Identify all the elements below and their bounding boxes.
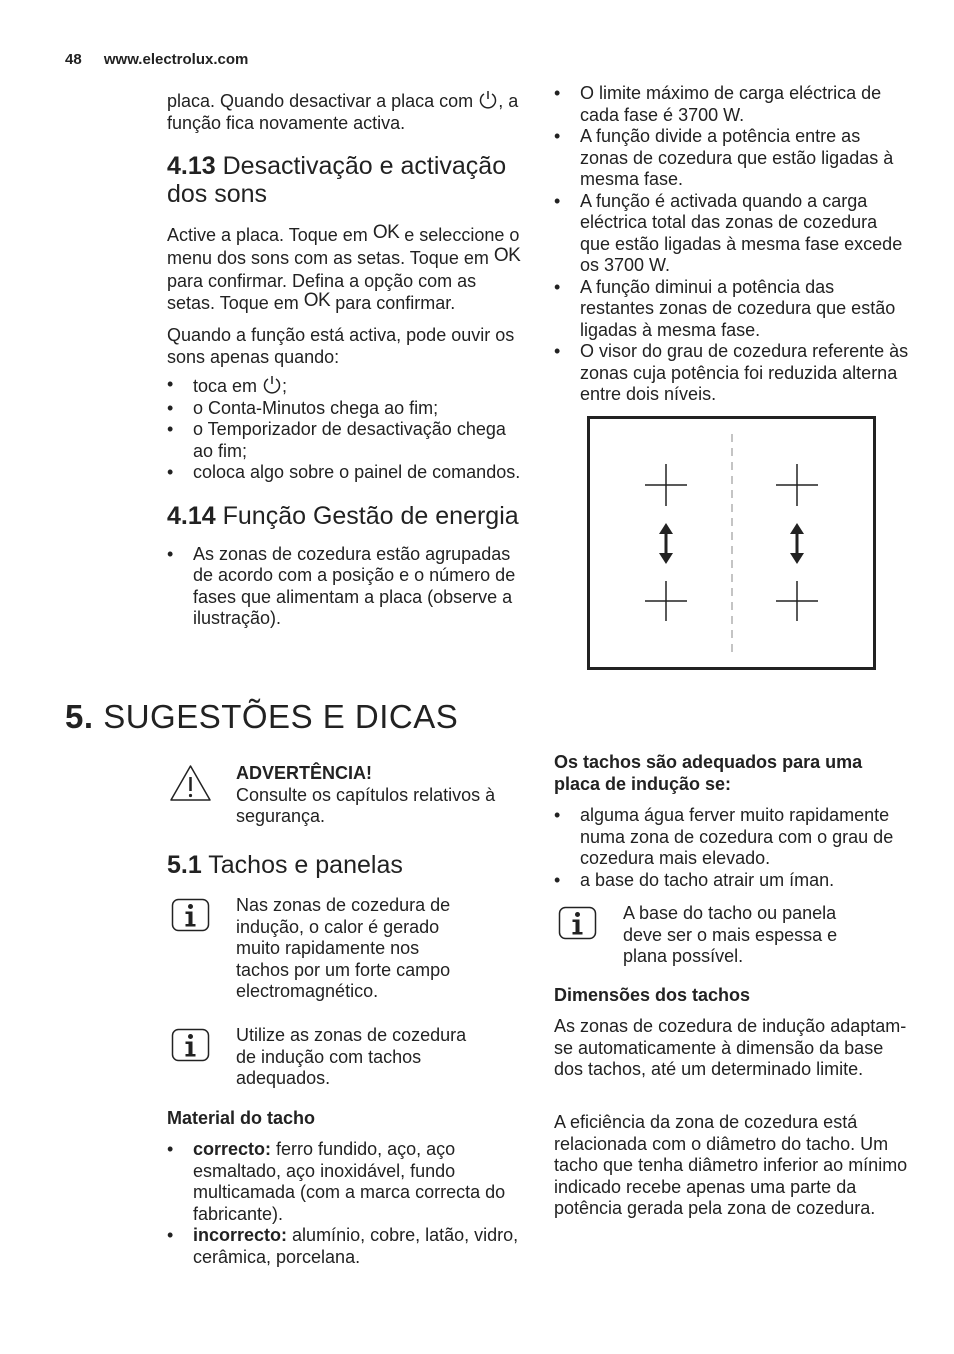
- page-number: 48: [65, 51, 82, 68]
- intro-paragraph: [167, 89, 527, 134]
- info-text-3: A base do tacho ou panela deve ser o mais espessa e plana possível.: [623, 903, 838, 966]
- section-4-14-number: 4.14: [167, 501, 216, 530]
- warning-triangle-icon: [169, 764, 212, 802]
- warning-text: Consulte os capítulos relativos à segurança.: [236, 784, 496, 826]
- list-item: • A função é activada quando a carga eléctrica total das zonas de cozedura que estão ligadas à mesma fase excede os 3700 W.: [554, 191, 912, 277]
- suitable-title: Os tachos são adequados para uma placa de indução se:: [554, 752, 863, 794]
- chapter-number: 5.: [65, 698, 94, 735]
- p1-b: e seleccione o menu dos sons com as setas. Toque em: [167, 225, 520, 268]
- incorrect-label: incorrecto:: [193, 1225, 288, 1245]
- power-icon: [262, 374, 282, 394]
- ok-symbol: OK: [493, 245, 521, 266]
- material-list: [167, 1139, 527, 1268]
- info-text-2: Utilize as zonas de cozedura de indução com tachos adequados.: [236, 1025, 467, 1088]
- list-item: • o Conta-Minutos chega ao fim;: [167, 398, 527, 420]
- list-item: • A função divide a potência entre as zonas de cozedura que estão ligadas à mesma fase.: [554, 126, 912, 191]
- list-item: • As zonas de cozedura estão agrupadas de acordo com a posição e o número de fases que alimentam a placa (observe a ilustração).: [167, 544, 527, 630]
- site-url: www.electrolux.com: [103, 51, 249, 68]
- info-icon: [171, 1028, 210, 1062]
- info-icon: [171, 898, 210, 932]
- power-icon: [478, 89, 498, 109]
- section-5-1-title: Tachos e panelas: [208, 851, 403, 879]
- ok-symbol: OK: [303, 290, 331, 311]
- material-title: Material do tacho: [167, 1108, 316, 1128]
- section-4-14-bullets: [167, 544, 527, 630]
- list-item: • a base do tacho atrair um íman.: [554, 870, 912, 892]
- list-item: • alguma água ferver muito rapidamente numa zona de cozedura com o grau de cozedura mais elevado.: [554, 805, 912, 870]
- warning-box: [236, 763, 496, 828]
- right-column-top: [554, 83, 912, 406]
- list-item: • O limite máximo de carga eléctrica de cada fase é 3700 W.: [554, 83, 912, 126]
- list-item: • O visor do grau de cozedura referente às zonas cuja potência foi reduzida alterna entre dois níveis.: [554, 341, 912, 406]
- section-5-1-number: 5.1: [167, 851, 202, 879]
- sound-bullets: [167, 374, 527, 484]
- section-5-1-heading: [167, 851, 403, 879]
- section-4-13-heading: [167, 152, 527, 208]
- intro-text-a: placa. Quando desactivar a placa com: [167, 91, 474, 111]
- correct-text: ferro fundido, aço, aço esmaltado, aço inoxidável, fundo multicamada (com a marca correcta do fabricante).: [193, 1139, 506, 1224]
- p1-d: para confirmar.: [335, 293, 456, 313]
- warning-title: ADVERTÊNCIA!: [236, 763, 373, 783]
- left-column-top: [167, 89, 527, 630]
- bullet-1-tail: ;: [282, 376, 288, 396]
- dimensions-title: Dimensões dos tachos: [554, 985, 751, 1005]
- dimensions-paragraph-2: A eficiência da zona de cozedura está relacionada com o diâmetro do tacho. Um tacho que tenha diâmetro inferior ao mínimo indicado recebe apenas uma parte da potência gerada pela zona de cozedura.: [554, 1112, 908, 1218]
- chapter-title: SUGESTÕES E DICAS: [103, 698, 459, 735]
- chapter-5-heading: [65, 698, 458, 736]
- list-item: [167, 1139, 527, 1225]
- page-header: [65, 51, 248, 68]
- list-item: • o Temporizador de desactivação chega ao fim;: [167, 419, 527, 462]
- ok-symbol: OK: [372, 222, 400, 243]
- section-4-13-paragraph-2: Quando a função está activa, pode ouvir os sons apenas quando:: [167, 325, 515, 367]
- list-item: • A função diminui a potência das restantes zonas de cozedura que estão ligadas à mesma fase.: [554, 277, 912, 342]
- correct-label: correcto:: [193, 1139, 272, 1159]
- dimensions-paragraph-1: As zonas de cozedura de indução adaptam-se automaticamente à dimensão da base dos tachos, até um determinado limite.: [554, 1016, 907, 1079]
- p1-a: Active a placa. Toque em: [167, 225, 368, 245]
- list-item: [167, 1225, 527, 1268]
- section-4-13-paragraph-1: [167, 224, 527, 315]
- list-item: • coloca algo sobre o painel de comandos.: [167, 462, 527, 484]
- incorrect-text: alumínio, cobre, latão, vidro, cerâmica, porcelana.: [193, 1225, 519, 1267]
- power-management-bullets: [554, 83, 912, 406]
- list-item: [167, 374, 527, 398]
- intro-text-b: , a função fica novamente activa.: [167, 91, 519, 133]
- section-4-14-heading: [167, 502, 527, 530]
- p1-c: para confirmar. Defina a opção com as setas. Toque em: [167, 271, 477, 313]
- info-icon: [558, 906, 597, 940]
- bullet-1-text: toca em: [193, 376, 258, 396]
- section-4-13-number: 4.13: [167, 152, 216, 180]
- suitable-list: [554, 805, 912, 891]
- section-4-14-title: Função Gestão de energia: [222, 501, 519, 530]
- hob-phase-illustration: [587, 416, 877, 671]
- info-text-1: Nas zonas de cozedura de indução, o calor é gerado muito rapidamente nos tachos por um forte campo electromagnético.: [236, 895, 451, 1001]
- section-4-13-title: Desactivação e activação dos sons: [167, 152, 507, 208]
